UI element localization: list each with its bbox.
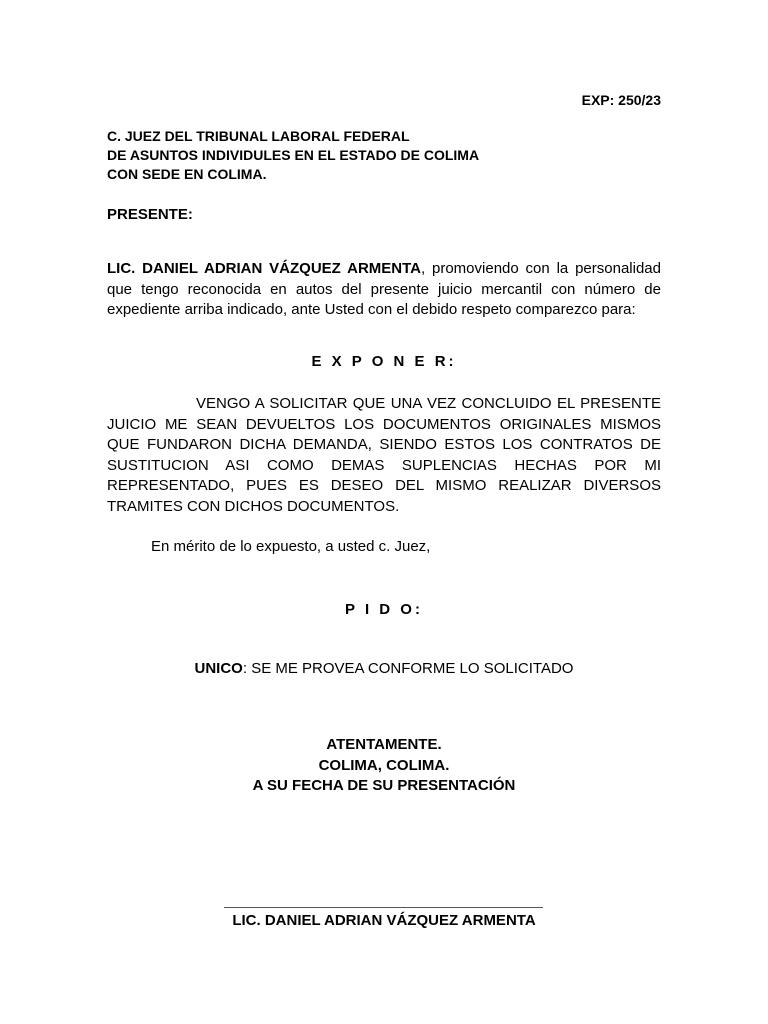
closing-line-1: ATENTAMENTE. [326,736,442,753]
intro-name: LIC. DANIEL ADRIAN VÁZQUEZ ARMENTA [107,260,421,277]
closing-block [107,735,661,797]
presente-heading: PRESENTE: [107,206,193,223]
signature-line [224,907,543,908]
intro-paragraph [107,259,661,321]
addressee-line-1: C. JUEZ DEL TRIBUNAL LABORAL FEDERAL [107,128,410,144]
pido-heading: P I D O: [345,601,423,618]
exponer-body: VENGO A SOLICITAR QUE UNA VEZ CONCLUIDO EL PRESENTE JUICIO ME SEAN DEVUELTOS LOS DOCUMENTOS ORIGINALES MISMOS QUE FUNDARON DICHA DEMANDA, SIENDO ESTOS LOS CONTRATOS DE SUSTITUCION ASI COMO DEMAS SUPLENCIAS HECHAS POR MI REPRESENTADO, PUES ES DESEO DEL MISMO REALIZAR DIVERSOS TRAMITES CON DICHOS DOCUMENTOS. [107,395,661,515]
addressee-block [107,127,661,184]
unico-label: UNICO [194,660,243,677]
addressee-line-2: DE ASUNTOS INDIVIDULES EN EL ESTADO DE COLIMA [107,147,480,163]
unico-text: : SE ME PROVEA CONFORME LO SOLICITADO [242,660,574,677]
merito-paragraph: En mérito de lo expuesto, a usted c. Juez, [151,538,431,555]
intro-text: , promoviendo con la personalidad que tengo reconocida en autos del presente juicio mercantil con número de expediente arriba indicado, ante Usted con el debido respeto comparezco para: [107,260,661,318]
closing-line-3: A SU FECHA DE SU PRESENTACIÓN [252,777,516,794]
exponer-heading: E X P O N E R: [311,353,457,370]
addressee-line-3: CON SEDE EN COLIMA. [107,166,267,182]
unico-paragraph [107,659,661,680]
expediente-number: EXP: 250/23 [581,92,661,108]
signatory-name: LIC. DANIEL ADRIAN VÁZQUEZ ARMENTA [232,912,536,929]
closing-line-2: COLIMA, COLIMA. [318,756,450,774]
